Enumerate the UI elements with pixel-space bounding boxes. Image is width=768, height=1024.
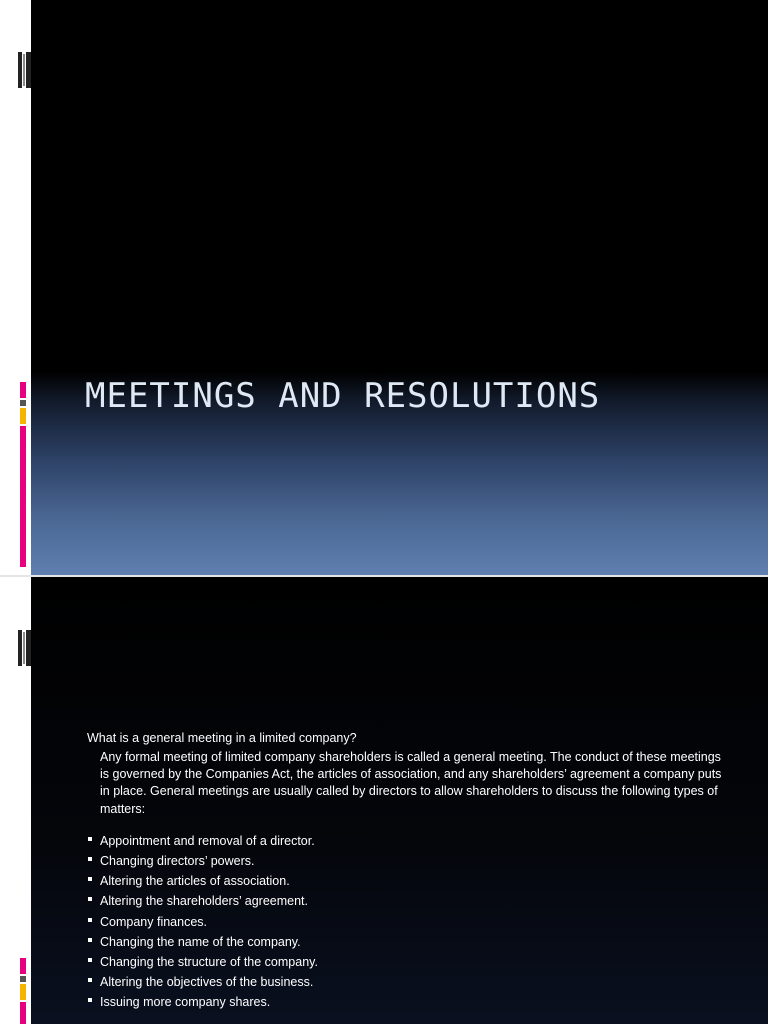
bullet-icon (88, 998, 92, 1002)
list-item: Issuing more company shares. (87, 992, 727, 1012)
document-icon (18, 52, 32, 88)
list-item: Changing the name of the company. (87, 932, 727, 952)
answer-paragraph: Any formal meeting of limited company shareholders is called a general meeting. The conduct of these meetings is governed by the Companies Act, the articles of association, and any shareholders’ agreement a company puts in place. General meetings are usually called by directors to allow shareholders to discuss the following types of matters: (100, 750, 722, 816)
list-item: Changing the structure of the company. (87, 952, 727, 972)
list-item: Altering the objectives of the business. (87, 972, 727, 992)
list-item: Changing directors’ powers. (87, 851, 727, 871)
slide-accent-bar (20, 958, 26, 1024)
list-item: Company finances. (87, 912, 727, 932)
list-item: Altering the articles of association. (87, 871, 727, 891)
bullet-icon (88, 837, 92, 841)
bullet-icon (88, 938, 92, 942)
document-icon (18, 630, 32, 666)
bullet-icon (88, 978, 92, 982)
bullet-icon (88, 857, 92, 861)
matters-list (87, 831, 727, 1013)
slide-title: MEETINGS AND RESOLUTIONS (85, 376, 601, 416)
bullet-icon (88, 877, 92, 881)
list-item: Altering the shareholders’ agreement. (87, 891, 727, 911)
question-text: What is a general meeting in a limited company? (87, 731, 357, 745)
bullet-icon (88, 897, 92, 901)
content-slide (31, 577, 768, 1024)
slide-body (87, 730, 727, 1013)
bullet-icon (88, 918, 92, 922)
list-item: Appointment and removal of a director. (87, 831, 727, 851)
bullet-icon (88, 958, 92, 962)
title-slide (31, 0, 768, 575)
slide-accent-bar (20, 382, 26, 567)
